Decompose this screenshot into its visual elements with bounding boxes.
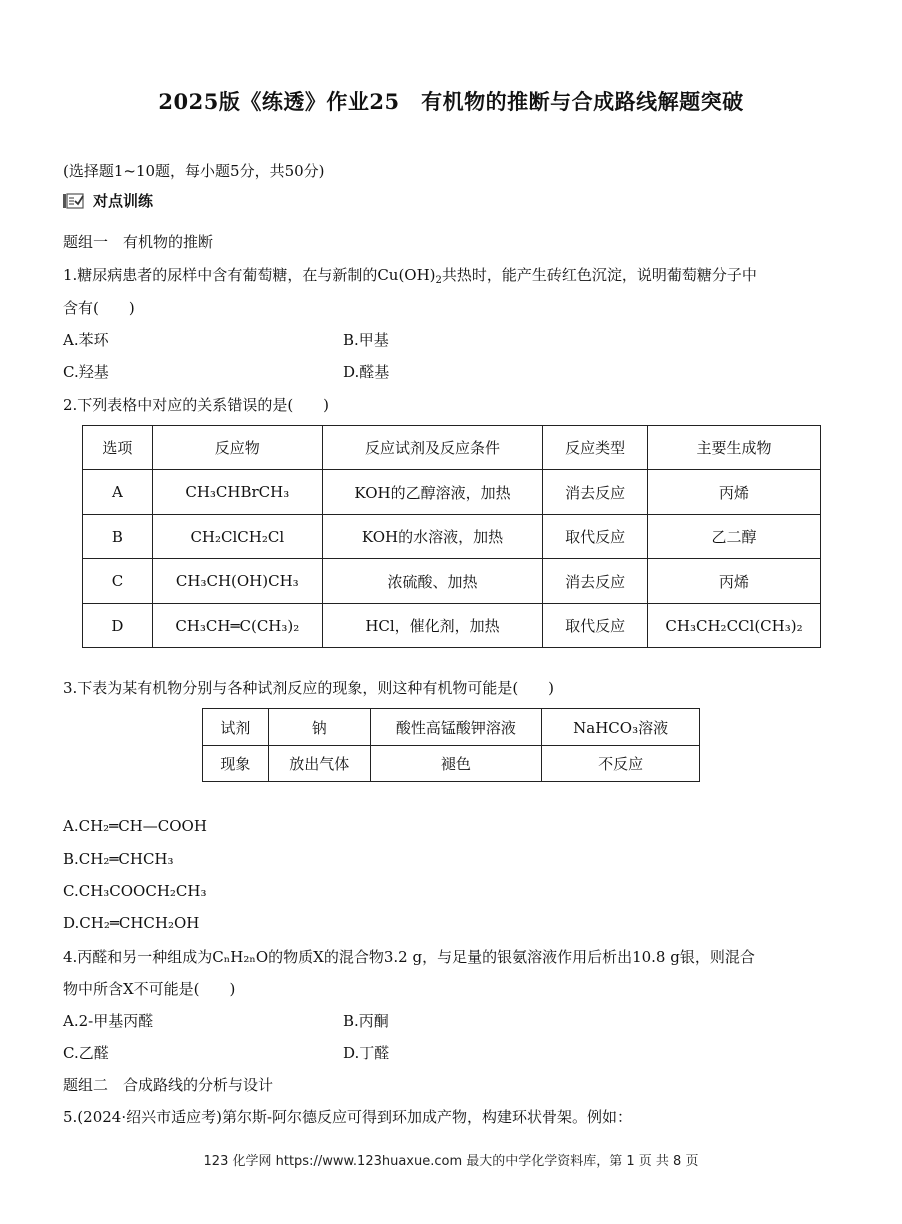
- check-list-icon: [63, 193, 85, 209]
- q3-header-cell: 钠: [268, 709, 370, 746]
- q2-header-cell: 反应试剂及反应条件: [322, 426, 543, 470]
- q1-option-b: B.甲基: [343, 331, 389, 349]
- q3-header-cell: NaHCO₃溶液: [542, 709, 700, 746]
- q2-header-row: [83, 426, 821, 470]
- table-cell: CH₃CHBrCH₃: [152, 470, 322, 515]
- table-cell: 放出气体: [268, 746, 370, 782]
- table-cell: 褪色: [370, 746, 542, 782]
- q2-header-cell: 主要生成物: [648, 426, 821, 470]
- table-cell: CH₃CH═C(CH₃)₂: [152, 604, 322, 648]
- q1-option-d: D.醛基: [343, 363, 390, 381]
- table-cell: 乙二醇: [648, 515, 821, 559]
- table-cell: KOH的乙醇溶液，加热: [322, 470, 543, 515]
- q4-option-a: A.2-甲基丙醛: [63, 1012, 154, 1030]
- table-cell: CH₃CH(OH)CH₃: [152, 559, 322, 604]
- q4-option-c: C.乙醛: [63, 1044, 109, 1062]
- table-cell: HCl，催化剂，加热: [322, 604, 543, 648]
- table-cell: C: [83, 559, 153, 604]
- q3-table: [202, 708, 700, 782]
- table-cell: 取代反应: [543, 515, 648, 559]
- table-cell: 不反应: [542, 746, 700, 782]
- table-row: [83, 515, 821, 559]
- q3-option-b: B.CH₂═CHCH₃: [63, 850, 174, 868]
- intro-note: (选择题1~10题，每小题5分，共50分): [63, 162, 325, 180]
- q3-option-a: A.CH₂═CH—COOH: [63, 817, 207, 835]
- table-row: [83, 604, 821, 648]
- q1-option-c: C.羟基: [63, 363, 109, 381]
- table-row: [83, 470, 821, 515]
- page-footer: 123 化学网 https://www.123huaxue.com 最大的中学化学资料库，第 1 页 共 8 页: [203, 1154, 699, 1169]
- table-cell: KOH的水溶液，加热: [322, 515, 543, 559]
- group1-heading: 题组一 有机物的推断: [63, 233, 214, 251]
- table-cell: CH₂ClCH₂Cl: [152, 515, 322, 559]
- q2-header-cell: 选项: [83, 426, 153, 470]
- q3-header-row: [203, 709, 700, 746]
- section-label: 对点训练: [93, 192, 154, 210]
- table-cell: 丙烯: [648, 559, 821, 604]
- q1-stem-line1: [63, 264, 757, 286]
- q2-header-cell: 反应类型: [543, 426, 648, 470]
- group2-heading: 题组二 合成路线的分析与设计: [63, 1076, 274, 1094]
- q1-stem-sub: 2: [435, 275, 442, 286]
- q4-option-b: B.丙酮: [343, 1012, 389, 1030]
- q3-option-c: C.CH₃COOCH₂CH₃: [63, 882, 207, 900]
- table-cell: B: [83, 515, 153, 559]
- table-cell: 丙烯: [648, 470, 821, 515]
- q4-stem-line2: 物中所含X不可能是( ): [63, 980, 236, 998]
- table-cell: A: [83, 470, 153, 515]
- table-row: [203, 746, 700, 782]
- table-cell: 取代反应: [543, 604, 648, 648]
- q1-stem-a: 1.糖尿病患者的尿样中含有葡萄糖，在与新制的Cu(OH): [63, 266, 436, 284]
- q3-option-d: D.CH₂═CHCH₂OH: [63, 914, 200, 932]
- q2-stem: 2.下列表格中对应的关系错误的是( ): [63, 396, 330, 414]
- table-cell: 浓硫酸、加热: [322, 559, 543, 604]
- q3-header-cell: 酸性高锰酸钾溶液: [370, 709, 542, 746]
- table-cell: 消去反应: [543, 470, 648, 515]
- q4-option-d: D.丁醛: [343, 1044, 390, 1062]
- q1-option-a: A.苯环: [63, 331, 109, 349]
- q4-stem-line1: 4.丙醛和另一种组成为CₙH₂ₙO的物质X的混合物3.2 g，与足量的银氨溶液作用后析出10.8 g银，则混合: [63, 948, 755, 966]
- table-cell: 现象: [203, 746, 269, 782]
- page-title: 2025版《练透》作业25 有机物的推断与合成路线解题突破: [158, 89, 744, 114]
- q1-stem-line2: 含有( ): [63, 299, 135, 317]
- table-cell: D: [83, 604, 153, 648]
- table-row: [83, 559, 821, 604]
- table-cell: CH₃CH₂CCl(CH₃)₂: [648, 604, 821, 648]
- q5-stem: 5.(2024·绍兴市适应考)第尔斯-阿尔德反应可得到环加成产物，构建环状骨架。例如：: [63, 1108, 633, 1126]
- q3-header-cell: 试剂: [203, 709, 269, 746]
- section-heading: [63, 190, 153, 211]
- q1-stem-b: 共热时，能产生砖红色沉淀，说明葡萄糖分子中: [441, 266, 757, 284]
- table-cell: 消去反应: [543, 559, 648, 604]
- q3-stem: 3.下表为某有机物分别与各种试剂反应的现象，则这种有机物可能是( ): [63, 679, 555, 697]
- q2-table: [82, 425, 821, 648]
- q2-header-cell: 反应物: [152, 426, 322, 470]
